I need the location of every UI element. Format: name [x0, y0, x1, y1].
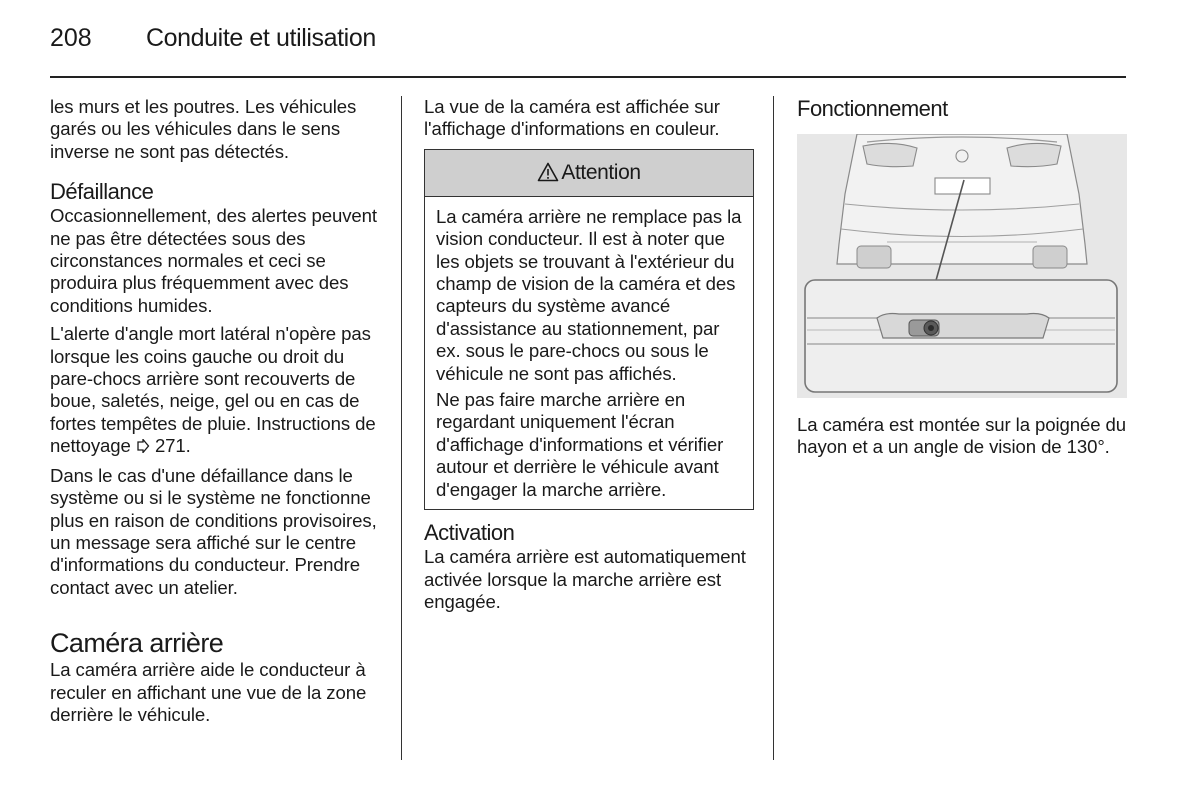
paragraph-camera-intro: La caméra arrière aide le conducteur à reculer en affichant une vue de la zone derrière le véhicule. — [50, 659, 367, 725]
page-number: 208 — [50, 24, 92, 52]
warning-paragraph-2: Ne pas faire marche arrière en regardant uniquement l'écran d'affichage d'informations et vérifier autour et derrière le véhicule avant d'engager la marche arrière. — [436, 389, 724, 500]
rear-camera-illustration — [797, 134, 1127, 398]
paragraph-defaillance-2 — [50, 323, 384, 458]
page-header — [50, 22, 1126, 58]
heading-activation: Activation — [424, 520, 515, 546]
paragraph-parking-continuation: les murs et les poutres. Les véhicules garés ou les véhicules dans le sens inverse ne sont pas détectés. — [50, 96, 357, 162]
tire-left — [857, 246, 891, 268]
column-3 — [797, 96, 1127, 465]
rear-camera-drawing — [797, 134, 1127, 398]
tire-right — [1033, 246, 1067, 268]
heading-fonctionnement: Fonctionnement — [797, 96, 948, 121]
warning-box — [424, 149, 754, 510]
page-reference-arrow-icon — [136, 436, 150, 458]
warning-paragraph-1: La caméra arrière ne remplace pas la vision conducteur. Il est à noter que les objets se trouvant à l'extérieur du champ de vision de la caméra et des capteurs du système avancé d'assistance au stationnement, par ex. sous le pare-chocs ou sous le véhicule ne sont pas affichés. — [436, 205, 742, 384]
header-divider — [50, 76, 1126, 78]
warning-triangle-icon — [537, 153, 559, 199]
illustration-caption: La caméra est montée sur la poignée du hayon et a un angle de vision de 130°. — [797, 414, 1127, 458]
column-divider-2 — [773, 96, 774, 760]
tailgate-handle — [877, 314, 1049, 339]
column-2 — [424, 96, 754, 619]
warning-body — [425, 197, 753, 509]
paragraph-defaillance-2-text: L'alerte d'angle mort latéral n'opère pas lorsque les coins gauche ou droit du pare-chocs arrière sont recouverts de boue, saletés, neige, gel ou en cas de fortes tempêtes de pluie. Instructions de nettoyage — [50, 323, 376, 457]
tail-light-right — [1007, 143, 1061, 166]
paragraph-camera-display: La vue de la caméra est affichée sur l'affichage d'informations en couleur. — [424, 96, 720, 140]
chapter-title: Conduite et utilisation — [146, 24, 376, 52]
paragraph-defaillance-3: Dans le cas d'une défaillance dans le système ou si le système ne fonctionne plus en raison de conditions provisoires, un message sera affiché sur le centre d'informations du conducteur. Prendre contact avec un atelier. — [50, 464, 377, 598]
heading-camera-arriere: Caméra arrière — [50, 628, 224, 659]
paragraph-activation: La caméra arrière est automatiquement activée lorsque la marche arrière est engagée. — [424, 546, 746, 612]
warning-header — [425, 150, 753, 197]
paragraph-defaillance-1: Occasionnellement, des alertes peuvent ne pas être détectées sous des circonstances normales et ceci se produira plus fréquemment avec des conditions humides. — [50, 205, 377, 316]
column-divider-1 — [401, 96, 402, 760]
page-reference[interactable]: 271. — [154, 435, 191, 457]
warning-title: Attention — [561, 160, 641, 184]
heading-defaillance: Défaillance — [50, 179, 154, 205]
column-1 — [50, 96, 384, 732]
tail-light-left — [863, 143, 917, 166]
